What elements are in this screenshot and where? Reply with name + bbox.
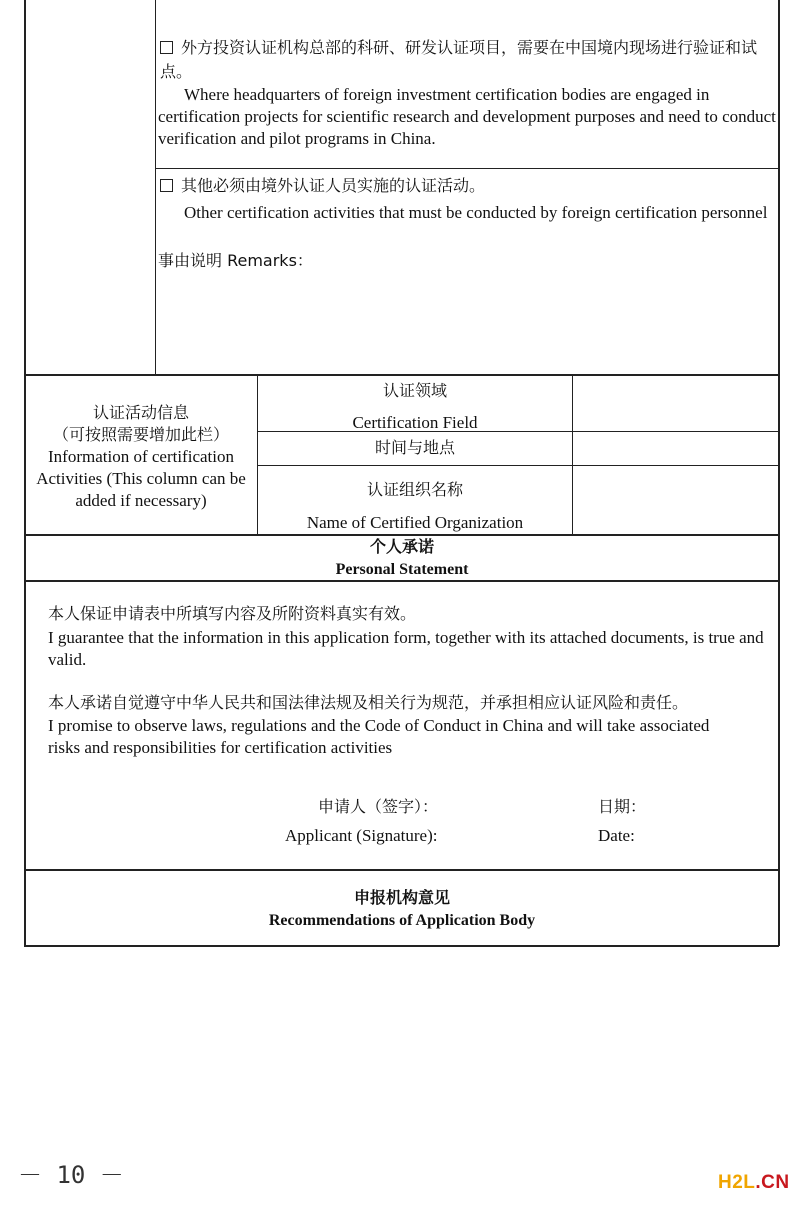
table-divider [155,0,156,374]
recommendation-title-zh: 申报机构意见 [353,888,450,907]
date-label-zh: 日期： [598,797,647,816]
info-label-zh-note: （可按照需要增加此栏） [52,425,229,444]
recommendation-title-en: Recommendations of Application Body [268,912,536,929]
statement-p2-zh: 本人承诺自觉遵守中华人民共和国法律法规及相关行为规范，并承担相应认证风险和责任。 [48,693,689,712]
table-divider [257,465,779,466]
option-hq-zh-text: 外方投资认证机构总部的科研、研发认证项目，需要在中国境内现场进行验证和试点。 [160,38,758,81]
option-other-en: Other certification activities that must be conducted by foreign certification personnel [184,203,768,222]
time-place-label: 时间与地点 [374,438,455,457]
field-label-zh: 认证领域 [382,381,447,400]
logo-part-b: .CN [755,1172,790,1193]
info-label-en: Information of certification Activities (This column can be added if necessary) [36,447,246,510]
org-value[interactable] [574,467,777,533]
applicant-label-zh: 申请人（签字）： [318,797,439,816]
table-border-bottom [24,945,779,947]
org-label-zh: 认证组织名称 [366,480,463,499]
time-place-value[interactable] [574,433,777,464]
org-label-en: Name of Certified Organization [306,513,524,532]
site-logo [718,1172,790,1194]
info-section-label [28,402,254,512]
option-other-zh [160,175,776,197]
info-label-zh: 认证活动信息 [92,403,189,422]
remarks-field[interactable] [158,275,774,370]
table-divider [155,168,779,169]
date-label-en: Date: [598,826,635,845]
checkbox[interactable] [160,179,173,192]
option-hq-en: Where headquarters of foreign investment certification bodies are engaged in certification projects for scientific research and development purposes and need to conduct verification and pilot programs in China. [158,85,776,148]
option-hq-zh [160,36,776,84]
statement-p1-en: I guarantee that the information in this application form, together with its attached documents, is true and valid. [48,628,764,669]
statement-p1-zh: 本人保证申请表中所填写内容及所附资料真实有效。 [48,604,417,623]
statement-title-zh: 个人承诺 [369,537,434,556]
field-label-en: Certification Field [352,413,478,432]
logo-part-a: H2L [718,1172,756,1193]
table-border-left [24,0,26,946]
table-divider [24,869,779,871]
remarks-label: 事由说明 Remarks： [158,251,313,270]
statement-title-en: Personal Statement [335,561,469,578]
field-value[interactable] [574,376,777,430]
table-divider [572,374,573,534]
table-border-right [778,0,780,946]
signature-field[interactable] [462,822,582,850]
applicant-label-en: Applicant (Signature): [285,826,438,845]
option-other-zh-text: 其他必须由境外认证人员实施的认证活动。 [181,176,486,195]
checkbox[interactable] [160,41,173,54]
date-field[interactable] [645,822,765,850]
page-number: － 10 － [18,1161,124,1189]
statement-p2-en: I promise to observe laws, regulations and the Code of Conduct in China and will take associated risks and responsibilities for certification activities [48,716,710,757]
